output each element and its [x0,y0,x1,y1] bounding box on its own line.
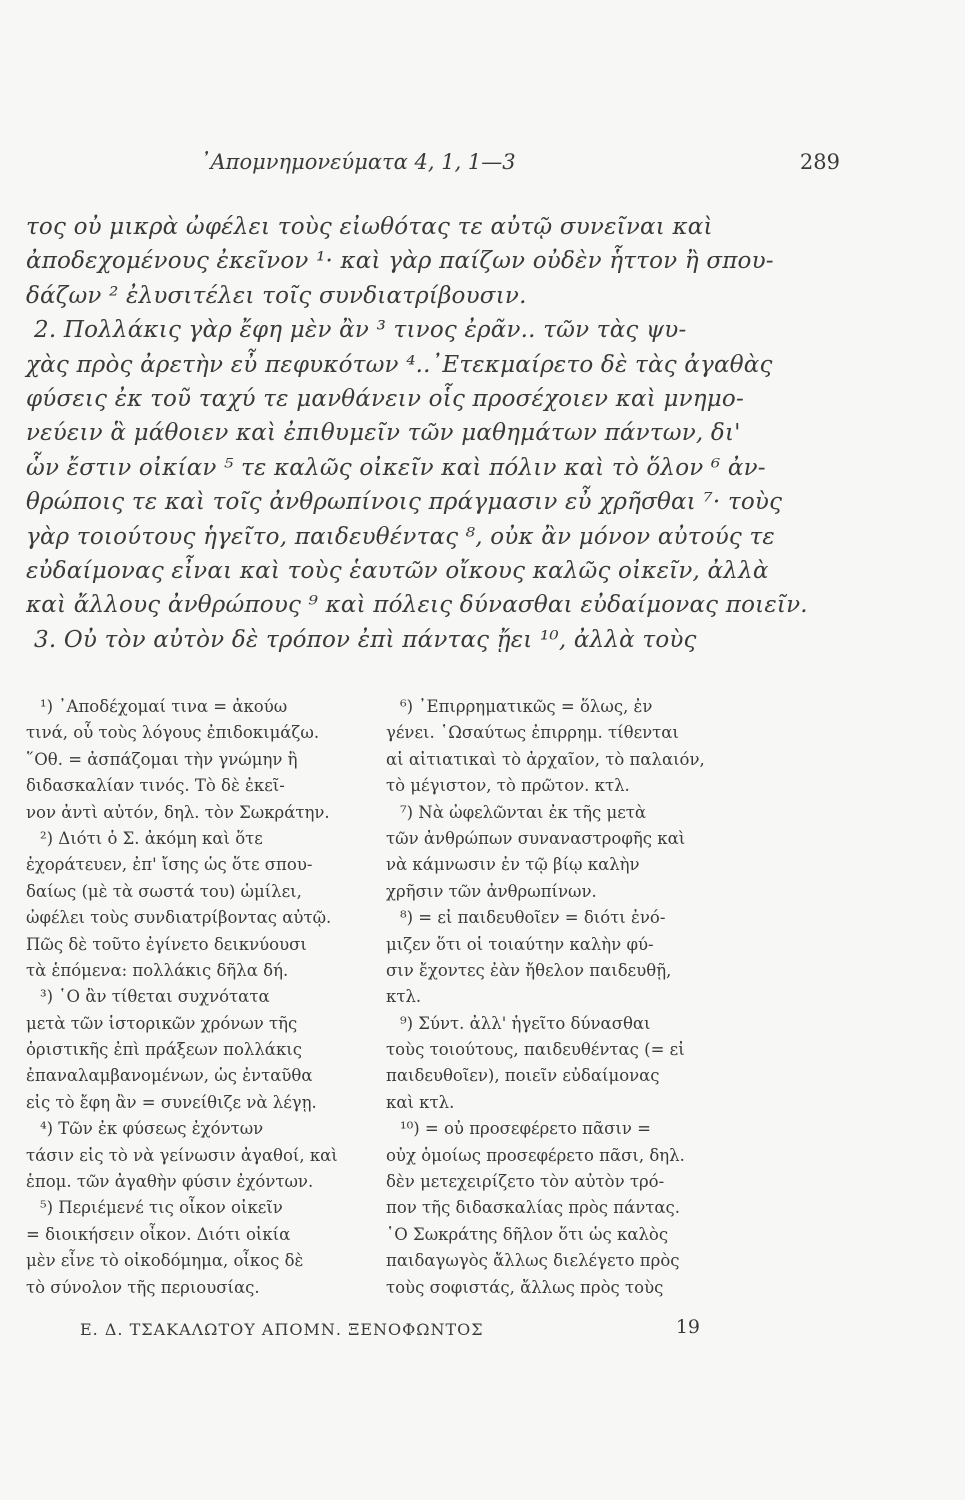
footnote-line: ³) ῾Ο ἂν τίθεται συχνότατα [40,987,270,1007]
footnote-line: ⁴) Τῶν ἐκ φύσεως ἐχόντων [40,1119,264,1139]
footnote-line: δαίως (μὲ τὰ σωστά του) ὡμίλει, [26,881,302,901]
footnote-line: διδασκαλίαν τινός. Τὸ δὲ ἐκεῖ- [26,776,285,796]
signature-footer [80,1316,700,1350]
footnote-line: ⁶) ᾿Επιρρηματικῶς = ὅλως, ἐν [400,697,653,716]
text-line: ἀποδεχομένους ἐκεῖνον ¹· καὶ γὰρ παίζων οὐδὲν ἧττον ἢ σπου- [26,248,774,275]
footnote-line: ῞Οθ. = ἀσπάζομαι τὴν γνώμην ἢ [26,749,298,769]
footnote-line: ἐπαναλαμβανομένων, ὡς ἐνταῦθα [26,1066,313,1086]
text-line: γὰρ τοιούτους ἡγεῖτο, παιδευθέντας ⁸, οὐκ ἂν μόνον αὐτούς τε [26,523,775,550]
footnote-line: ὁριστικῆς ἐπὶ πράξεων πολλάκις [26,1040,302,1060]
footnote-line: ⁹) Σύντ. ἀλλ' ἡγεῖτο δύνασθαι [400,1013,651,1033]
footnote-line: τοὺς τοιούτους, παιδευθέντας (= εἰ [386,1040,685,1060]
footnote-line: ἑπομ. τῶν ἀγαθὴν φύσιν ἐχόντων. [26,1172,314,1192]
main-text [26,210,808,657]
text-line: καὶ ἄλλους ἀνθρώπους ⁹ καὶ πόλεις δύνασθαι εὐδαίμονας ποιεῖν. [26,592,808,619]
footnote-line: δὲν μετεχειρίζετο τὸν αὐτὸν τρό- [386,1172,665,1192]
footnotes-left-column [26,694,366,1301]
text-line: εὐδαίμονας εἶναι καὶ τοὺς ἑαυτῶν οἴκους καλῶς οἰκεῖν, ἀλλὰ [26,557,769,584]
footnote-line: ²) Διότι ὁ Σ. ἀκόμη καὶ ὅτε [40,828,263,848]
footnote-line: ἐχοράτευεν, ἐπ' ἴσης ὡς ὅτε σπου- [26,855,313,875]
footnote-line: = διοικήσειν οἶκον. Διότι οἰκία [26,1224,291,1244]
sheet-number: 19 [675,1316,700,1338]
footnote-line: τὸ μέγιστον, τὸ πρῶτον. κτλ. [386,776,630,796]
text-line: νεύειν ἃ μάθοιεν καὶ ἐπιθυμεῖν τῶν μαθημάτων πάντων, δι' [26,420,741,447]
footnote-line: ⁸) = εἰ παιδευθοῖεν = διότι ἐνό- [400,908,666,928]
footnote-line: γένει. ῾Ωσαύτως ἐπιρρημ. τίθενται [386,723,679,743]
footnote-line: πον τῆς διδασκαλίας πρὸς πάντας. [386,1198,681,1218]
footnote-line: τάσιν εἰς τὸ νὰ γείνωσιν ἀγαθοί, καὶ [26,1145,338,1165]
footnote-line: ¹⁰) = οὐ προσεφέρετο πᾶσιν = [400,1119,651,1139]
footnote-line: εἰς τὸ ἔφη ἂν = συνείθιζε νὰ λέγῃ. [26,1092,317,1112]
running-header [200,150,840,180]
footnote-line: μετὰ τῶν ἱστορικῶν χρόνων τῆς [26,1013,298,1033]
footnote-line: ὠφέλει τοὺς συνδιατρίβοντας αὐτῷ. [26,908,332,928]
text-line: 2. Πολλάκις γὰρ ἔφη μὲν ἂν ³ τινος ἐρᾶν.. τῶν τὰς ψυ- [34,317,687,344]
footnote-line: οὐχ ὁμοίως προσεφέρετο πᾶσι, δηλ. [386,1145,685,1165]
footnote-line: νον ἀντὶ αὐτόν, δηλ. τὸν Σωκράτην. [26,802,330,822]
footnote-line: ῾Ο Σωκράτης δῆλον ὅτι ὡς καλὸς [386,1224,669,1244]
text-line: θρώποις τε καὶ τοῖς ἀνθρωπίνοις πράγμασιν εὖ χρῆσθαι ⁷· τοὺς [26,489,783,516]
text-line: τος οὐ μικρὰ ὠφέλει τοὺς εἰωθότας τε αὐτῷ συνεῖναι καὶ [26,214,713,240]
footnote-line: χρῆσιν τῶν ἀνθρωπίνων. [386,881,597,901]
text-line: δάζων ² ἐλυσιτέλει τοῖς συνδιατρίβουσιν. [26,282,527,309]
footnote-line: τοὺς σοφιστάς, ἄλλως πρὸς τοὺς [386,1277,664,1297]
text-line: ὧν ἔστιν οἰκίαν ⁵ τε καλῶς οἰκεῖν καὶ πόλιν καὶ τὸ ὅλον ⁶ ἀν- [26,454,766,481]
footnote-line: ⁵) Περιέμενέ τις οἶκον οἰκεῖν [40,1198,283,1218]
footnote-line: τινά, οὗ τοὺς λόγους ἐπιδοκιμάζω. [26,723,320,743]
footnote-line: ¹) ᾿Αποδέχομαί τινα = ἀκούω [40,697,288,716]
footnote-line: καὶ κτλ. [386,1092,455,1112]
running-title: ᾿Απομνημονεύματα 4, 1, 1—3 [200,150,516,174]
footnote-line: μὲν εἶνε τὸ οἰκοδόμημα, οἶκος δὲ [26,1251,304,1271]
footnote-line: αἱ αἰτιατικαὶ τὸ ἀρχαῖον, τὸ παλαιόν, [386,749,705,769]
footnote-line: παιδευθοῖεν), ποιεῖν εὐδαίμονας [386,1066,660,1086]
footnote-line: σιν ἔχοντες ἐὰν ἤθελον παιδευθῇ, [386,960,672,980]
footnote-line: μιζεν ὅτι οἱ τοιαύτην καλὴν φύ- [386,934,654,954]
footnote-line: τὸ σύνολον τῆς περιουσίας. [26,1277,260,1297]
footnote-line: ⁷) Νὰ ὠφελῶνται ἐκ τῆς μετὰ [400,802,647,822]
text-line: 3. Οὐ τὸν αὐτὸν δὲ τρόπον ἐπὶ πάντας ᾔει ¹⁰, ἀλλὰ τοὺς [34,626,697,653]
footnotes-right-column [386,694,736,1301]
footnote-line: τὰ ἑπόμενα: πολλάκις δῆλα δή. [26,960,289,980]
footnote-line: νὰ κάμνωσιν ἐν τῷ βίῳ καλὴν [386,855,640,875]
text-line: φύσεις ἐκ τοῦ ταχύ τε μανθάνειν οἷς προσέχοιεν καὶ μνημο- [26,385,744,412]
signature-line: Ε. Δ. ΤΣΑΚΑΛΩΤΟΥ ΑΠΟΜΝ. ΞΕΝΟΦΩΝΤΟΣ [80,1320,484,1339]
footnote-line: Πῶς δὲ τοῦτο ἐγίνετο δεικνύουσι [26,934,307,954]
footnote-line: τῶν ἀνθρώπων συναναστροφῆς καὶ [386,828,686,848]
footnote-line: παιδαγωγὸς ἄλλως διελέγετο πρὸς [386,1251,680,1271]
text-line: χὰς πρὸς ἀρετὴν εὖ πεφυκότων ⁴..᾿Ετεκμαίρετο δὲ τὰς ἀγαθὰς [26,351,773,378]
footnote-line: κτλ. [386,987,422,1007]
page-number: 289 [799,150,840,174]
